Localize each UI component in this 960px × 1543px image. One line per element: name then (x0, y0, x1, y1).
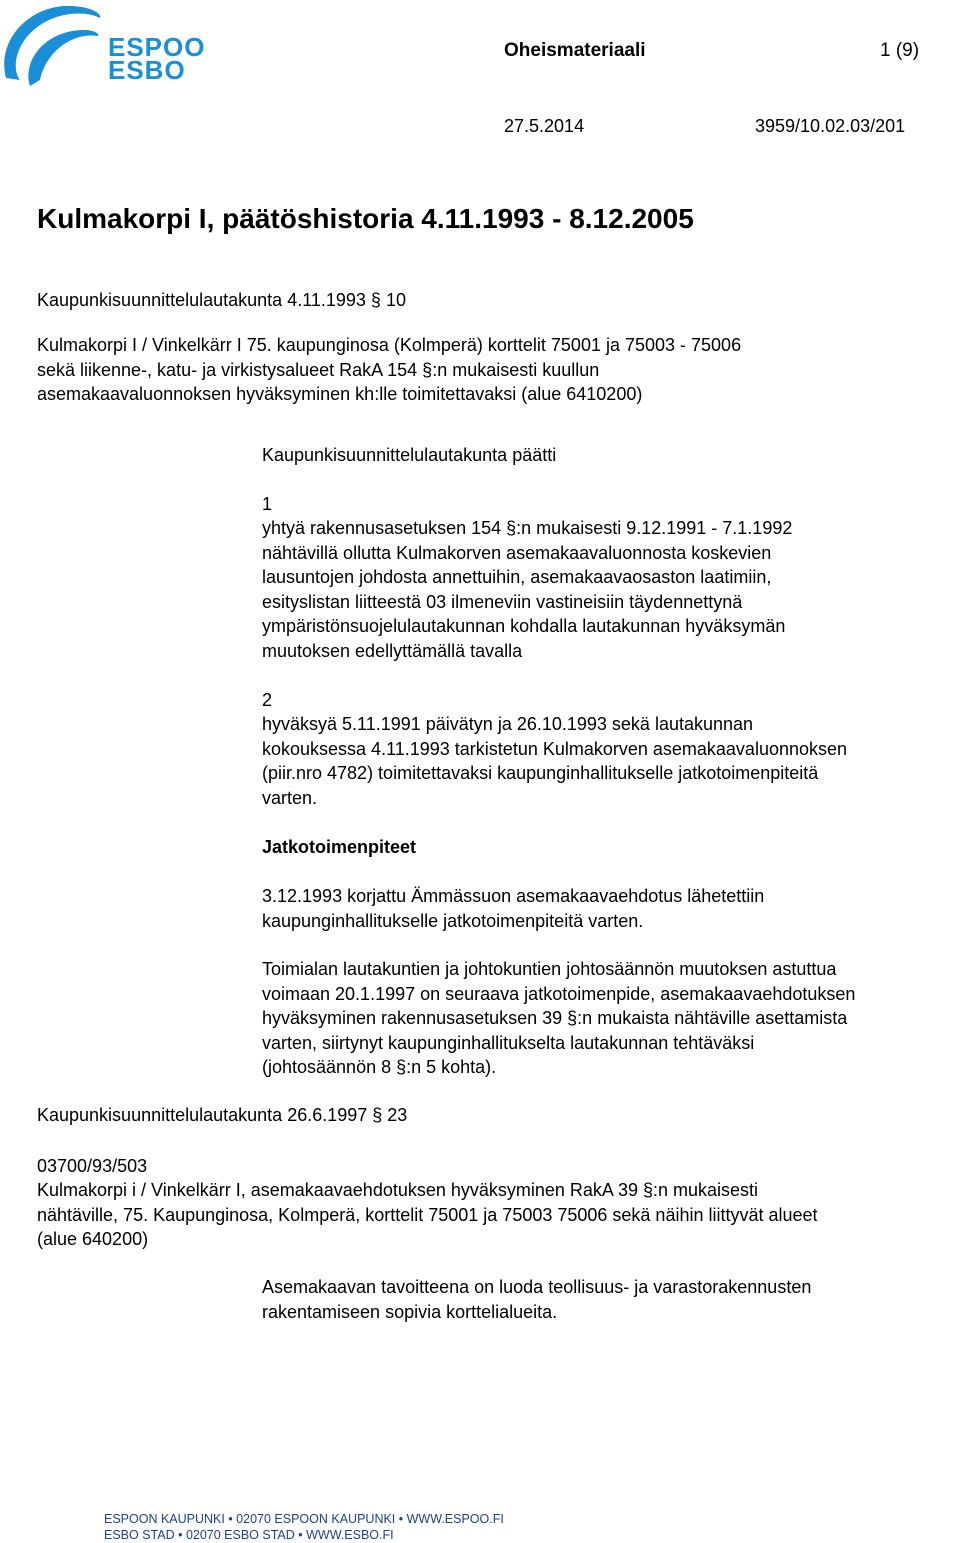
plan-goal-text (262, 1275, 811, 1324)
followup-1-text (262, 884, 764, 933)
case-number: 03700/93/503 (37, 1156, 148, 1176)
document-date: 27.5.2014 (504, 116, 585, 136)
item-line: hyväksyä 5.11.1991 päivätyn ja 26.10.1993 sekä lautakunnan (262, 714, 754, 734)
item-line: yhtyä rakennusasetuksen 154 §:n mukaisesti 9.12.1991 - 7.1.1992 (262, 518, 793, 538)
page-number: 1 (9) (880, 40, 920, 61)
followup-line: kaupunginhallitukselle jatkotoimenpiteitä varten. (262, 910, 644, 931)
followup-2-text (262, 957, 855, 1080)
item-line: ympäristönsuojelulautakunnan kohdalla lautakunnan hyväksymän (262, 616, 786, 636)
page-footer (104, 1511, 504, 1543)
item-line: varten. (262, 787, 318, 808)
item-1-text (262, 516, 792, 663)
followup-line: 3.12.1993 korjattu Ämmässuon asemakaavaehdotus lähetettiin (262, 886, 765, 906)
subject-line: nähtäville, 75. Kaupunginosa, Kolmperä, korttelit 75001 ja 75003 75006 sekä näihin liittyvät alueet (37, 1204, 818, 1225)
board-meeting-2: Kaupunkisuunnittelulautakunta 26.6.1997 § 23 (37, 1105, 408, 1125)
item-line: esityslistan liitteestä 03 ilmeneviin vastineisiin täydennettynä (262, 591, 743, 612)
decided-statement: Kaupunkisuunnittelulautakunta päätti (262, 445, 557, 465)
logo-wave-icon (0, 0, 110, 92)
item-2-number: 2 (262, 690, 273, 710)
followup-line: varten, siirtynyt kaupunginhallitukselta lautakunnan tehtäväksi (262, 1032, 755, 1053)
item-line: lausuntojen johdosta annettuihin, asemakaavaosaston laatimiin, (262, 567, 772, 587)
subject-line: sekä liikenne-, katu- ja virkistysalueet RakA 154 §:n mukaisesti kuullun (37, 359, 600, 380)
page-title: Kulmakorpi I, päätöshistoria 4.11.1993 - 8.12.2005 (37, 203, 694, 234)
item-line: kokouksessa 4.11.1993 tarkistetun Kulmakorven asemakaavaluonnoksen (262, 738, 848, 759)
decision1-subject (37, 333, 741, 407)
item-line: muutoksen edellyttämällä tavalla (262, 640, 523, 661)
subject-line: (alue 640200) (37, 1229, 149, 1249)
decision2-subject (37, 1178, 818, 1252)
subject-line: Kulmakorpi i / Vinkelkärr I, asemakaavaehdotuksen hyväksyminen RakA 39 §:n mukaisesti (37, 1180, 759, 1200)
subject-line: asemakaavaluonnoksen hyväksyminen kh:lle toimitettavaksi (alue 6410200) (37, 384, 643, 404)
logo-line-esbo: ESBO (108, 55, 186, 85)
followup-line: Toimialan lautakuntien ja johtokuntien johtosäännön muutoksen astuttua (262, 959, 837, 979)
footer-line-sv: ESBO STAD • 02070 ESBO STAD • WWW.ESBO.FI (104, 1528, 394, 1542)
goal-line: rakentamiseen sopivia korttelialueita. (262, 1301, 558, 1322)
item-1-number: 1 (262, 494, 273, 514)
espoo-logo (0, 0, 206, 92)
followup-line: (johtosäännön 8 §:n 5 kohta). (262, 1057, 497, 1077)
logo-text (108, 32, 206, 85)
item-line: nähtävillä ollutta Kulmakorven asemakaavaluonnosta koskevien (262, 542, 772, 563)
footer-line-fi: ESPOON KAUPUNKI • 02070 ESPOON KAUPUNKI • WWW.ESPOO.FI (104, 1512, 504, 1526)
followup-heading: Jatkotoimenpiteet (262, 837, 417, 857)
subject-line: Kulmakorpi I / Vinkelkärr I 75. kaupunginosa (Kolmperä) korttelit 75001 ja 75003 - 75006 (37, 335, 742, 355)
document-reference: 3959/10.02.03/201 (755, 116, 906, 136)
item-2-text (262, 712, 847, 810)
document-label: Oheismateriaali (504, 40, 646, 61)
board-meeting-1: Kaupunkisuunnittelulautakunta 4.11.1993 § 10 (37, 290, 406, 310)
goal-line: Asemakaavan tavoitteena on luoda teollisuus- ja varastorakennusten (262, 1277, 812, 1297)
item-line: (piir.nro 4782) toimitettavaksi kaupunginhallitukselle jatkotoimenpiteitä (262, 763, 819, 783)
followup-line: hyväksyminen rakennusasetuksen 39 §:n mukaista nähtäville asettamista (262, 1008, 848, 1028)
logo-line-espoo: ESPOO (108, 32, 206, 62)
followup-line: voimaan 20.1.1997 on seuraava jatkotoimenpide, asemakaavaehdotuksen (262, 983, 856, 1004)
